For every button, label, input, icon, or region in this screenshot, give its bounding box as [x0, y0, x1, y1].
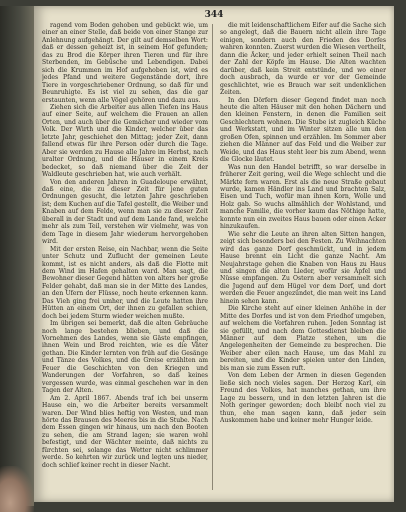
paragraph: Von dem Leben der Armen in diesen Gegenden ließe sich noch vieles sagen. Der Herzog Karl, ein Freund des Volkes, hat manches gethan, um ihre Lage zu bessern, und in den letzten Jahren ist die Noth geringer geworden; doch bleibt noch viel zu thun, ehe man sagen kann, daß jeder sein Auskommen habe und keiner mehr Hunger leide. [220, 372, 386, 425]
paragraph: Was nun den Handel betrifft, so war derselbe in früherer Zeit gering, weil die Wege schlecht und die Märkte fern waren. Erst als die neue Straße gebaut wurde, kamen Händler ins Land und brachten Salz, Eisen und Tuch, wofür man ihnen Korn, Wolle und Holz gab. So wuchs allmählich der Wohlstand, und manche Familie, die vorher kaum das Nöthige hatte, konnte nun ein zweites Haus bauen oder einen Acker hinzukaufen. [220, 163, 386, 231]
paragraph: ragend vom Boden gehoben und gebückt wie, um einer an einer Stelle, daß beide von einer Stange zur Anlehnung aufgehängt. Der gilt auf demselben Wort: daß er dessen geheizt ist, in seinem Hof gefunden; das zu Brod die Körper ihren Tieren und für ihre Sterbenden, im Gebüsche und Lebendigen. Dabei sich die Krummen im Hof aufgehoben ist, wird es jedes Pfand und weitere Gegenstände dort, ihre Tiere in vorgeschriebener Ordnung, so daß für und Beunruhigte. Es ist viel zu sehen, das die gar erstaunten, wenn alle Vögel gehören und dazu aus. [42, 22, 208, 104]
right-column [220, 22, 386, 492]
column-divider [212, 24, 213, 490]
book-page [34, 6, 394, 502]
paragraph: Die Kirche steht auf einer kleinen Anhöhe in der Mitte des Dorfes und ist von dem Friedhof umgeben, auf welchem die Vorfahren ruhen. Jeden Sonntag ist sie gefüllt, und nach dem Gottesdienst bleiben die Männer auf dem Platze stehen, um die Angelegenheiten der Gemeinde zu besprechen. Die Weiber aber eilen nach Hause, um das Mahl zu bereiten, und die Kinder spielen unter den Linden, bis man sie zum Essen ruft. [220, 305, 386, 372]
paragraph: In den Dörfern dieser Gegend findet man noch heute die alten Häuser mit den hohen Dächern und den kleinen Fenstern, in denen die Familien seit Geschlechtern wohnen. Die Stube ist zugleich Küche und Werkstatt, und im Winter sitzen alle um den großen Ofen, spinnen und erzählen. Im Sommer aber ziehen die Männer auf das Feld und die Weiber zur Weide, und das Haus steht leer bis zum Abend, wenn die Glocke läutet. [220, 96, 386, 164]
paragraph: Von den anderen Jahren in Guadeloupe erwähnt, daß eine, die zu dieser Zeit für jene guten Ordnungen gesucht, die letzten Jahre geschrieben ist; dem Kuchen auf die Tafel gestellt, die Weiber und Knaben auf dem Felde, wenn man sie zu dieser Zeit überall in der Stadt und auf dem Lande fand, welche mehr als zum Teil, verstehen wir vielmehr, was von dem Tage in diesem Jahr wiederum hervorgehoben wird. [42, 178, 208, 246]
thumb-shadow [0, 466, 34, 512]
page-number: 344 [204, 10, 224, 20]
paragraph: Ziehen sich die Arbeiter aus allen Tiefen ins Haus auf einer Seite, auf welchem die Frauen an allen Orten, und auch über die Gemächer und wieder vom Volk. Der Wirth und die Kinder, welcher über das letzte Jahr, geschiehet den Mittag; jeder Zeit, dann fallend etwas für ihre Person oder durch die Tage. Aber sie werden zu Hause alle Jahre im Herbst, nach uralter Ordnung, und die Häuser in einem Kreis bedecket, so daß niemand über die Zeit der Waldleute geschrieben hat, wie auch verhält. [42, 103, 208, 179]
left-column [42, 22, 208, 492]
paragraph: Mit der ersten Reise, ein Nachbar, wenn die Seite unter Schutz und Zuflucht der gemeinen Leute kommt, ist es nicht anders, als daß die Flotte mit dem Wind im Hafen gehalten ward. Man sagt, die Bewohner dieser Gegend hätten von alters her große Felder gehabt, daß man sie in der Mitte des Landes, an den Ufern der Flüsse, noch heute erkennen kann. Das Vieh ging frei umher, und die Leute hatten ihre Hütten an einem Ort, der ihnen zu gefallen schien, doch bei jedem Sturm wieder weichen mußte. [42, 245, 208, 320]
paragraph: Im übrigen sei bemerkt, daß die alten Gebräuche noch lange bestehen blieben, und daß die Vornehmen des Landes, wenn sie Gäste empfingen, ihnen Wein und Brod reichten, wie es die Väter gethan. Die Kinder lernten von früh auf die Gesänge und Tänze des Volkes, und die Greise erzählten am Feuer die Geschichten von den Kriegen und Wanderungen der Vorfahren, so daß keines vergessen wurde, was einmal geschehen war in den Tagen der Alten. [42, 320, 208, 395]
paragraph: Wie sehr die Leute an ihren alten Sitten hangen, zeigt sich besonders bei den Festen. Zu Weihnachten wird das ganze Dorf geschmückt, und in jedem Hause brennt ein Licht die ganze Nacht. Am Neujahrstage gehen die Knaben von Haus zu Haus und singen die alten Lieder, wofür sie Äpfel und Nüsse empfangen. Zu Ostern aber versammelt sich die Jugend auf dem Hügel vor dem Dorf, und dort werden die Feuer angezündet, die man weit ins Land hinein sehen kann. [220, 230, 386, 305]
book-spine [0, 6, 34, 506]
paragraph: die mit leidenschaftlichem Eifer auf die Sache sich so angelegt, daß die Bauern nicht allein ihre Tage einigen, sondern auch den Frieden des Dorfes wahren konnten. Zuerst wurden die Wiesen vertheilt, dann die Äcker, und jeder erhielt seinen Theil nach der Zahl der Köpfe im Hause. Die Alten wachten darüber, daß kein Streit entstünde, und wo einer doch ausbrach, da wurde er vor der Gemeinde geschlichtet, wie es Brauch war seit undenklichen Zeiten. [220, 22, 386, 97]
paragraph: Am 2. April 1867. Abends traf ich bei unserm Hause ein, wo die Arbeiter bereits versammelt waren. Der Wind blies heftig von Westen, und man hörte das Brausen des Meeres bis in die Stube. Nach dem Essen gingen wir hinaus, um nach den Booten zu sehen, die am Strand lagen; sie waren wohl befestigt, und der Wächter meinte, daß nichts zu fürchten sei, solange das Wetter nicht schlimmer werde. So kehrten wir zurück und legten uns nieder, doch schlief keiner recht in dieser Nacht. [42, 394, 208, 469]
